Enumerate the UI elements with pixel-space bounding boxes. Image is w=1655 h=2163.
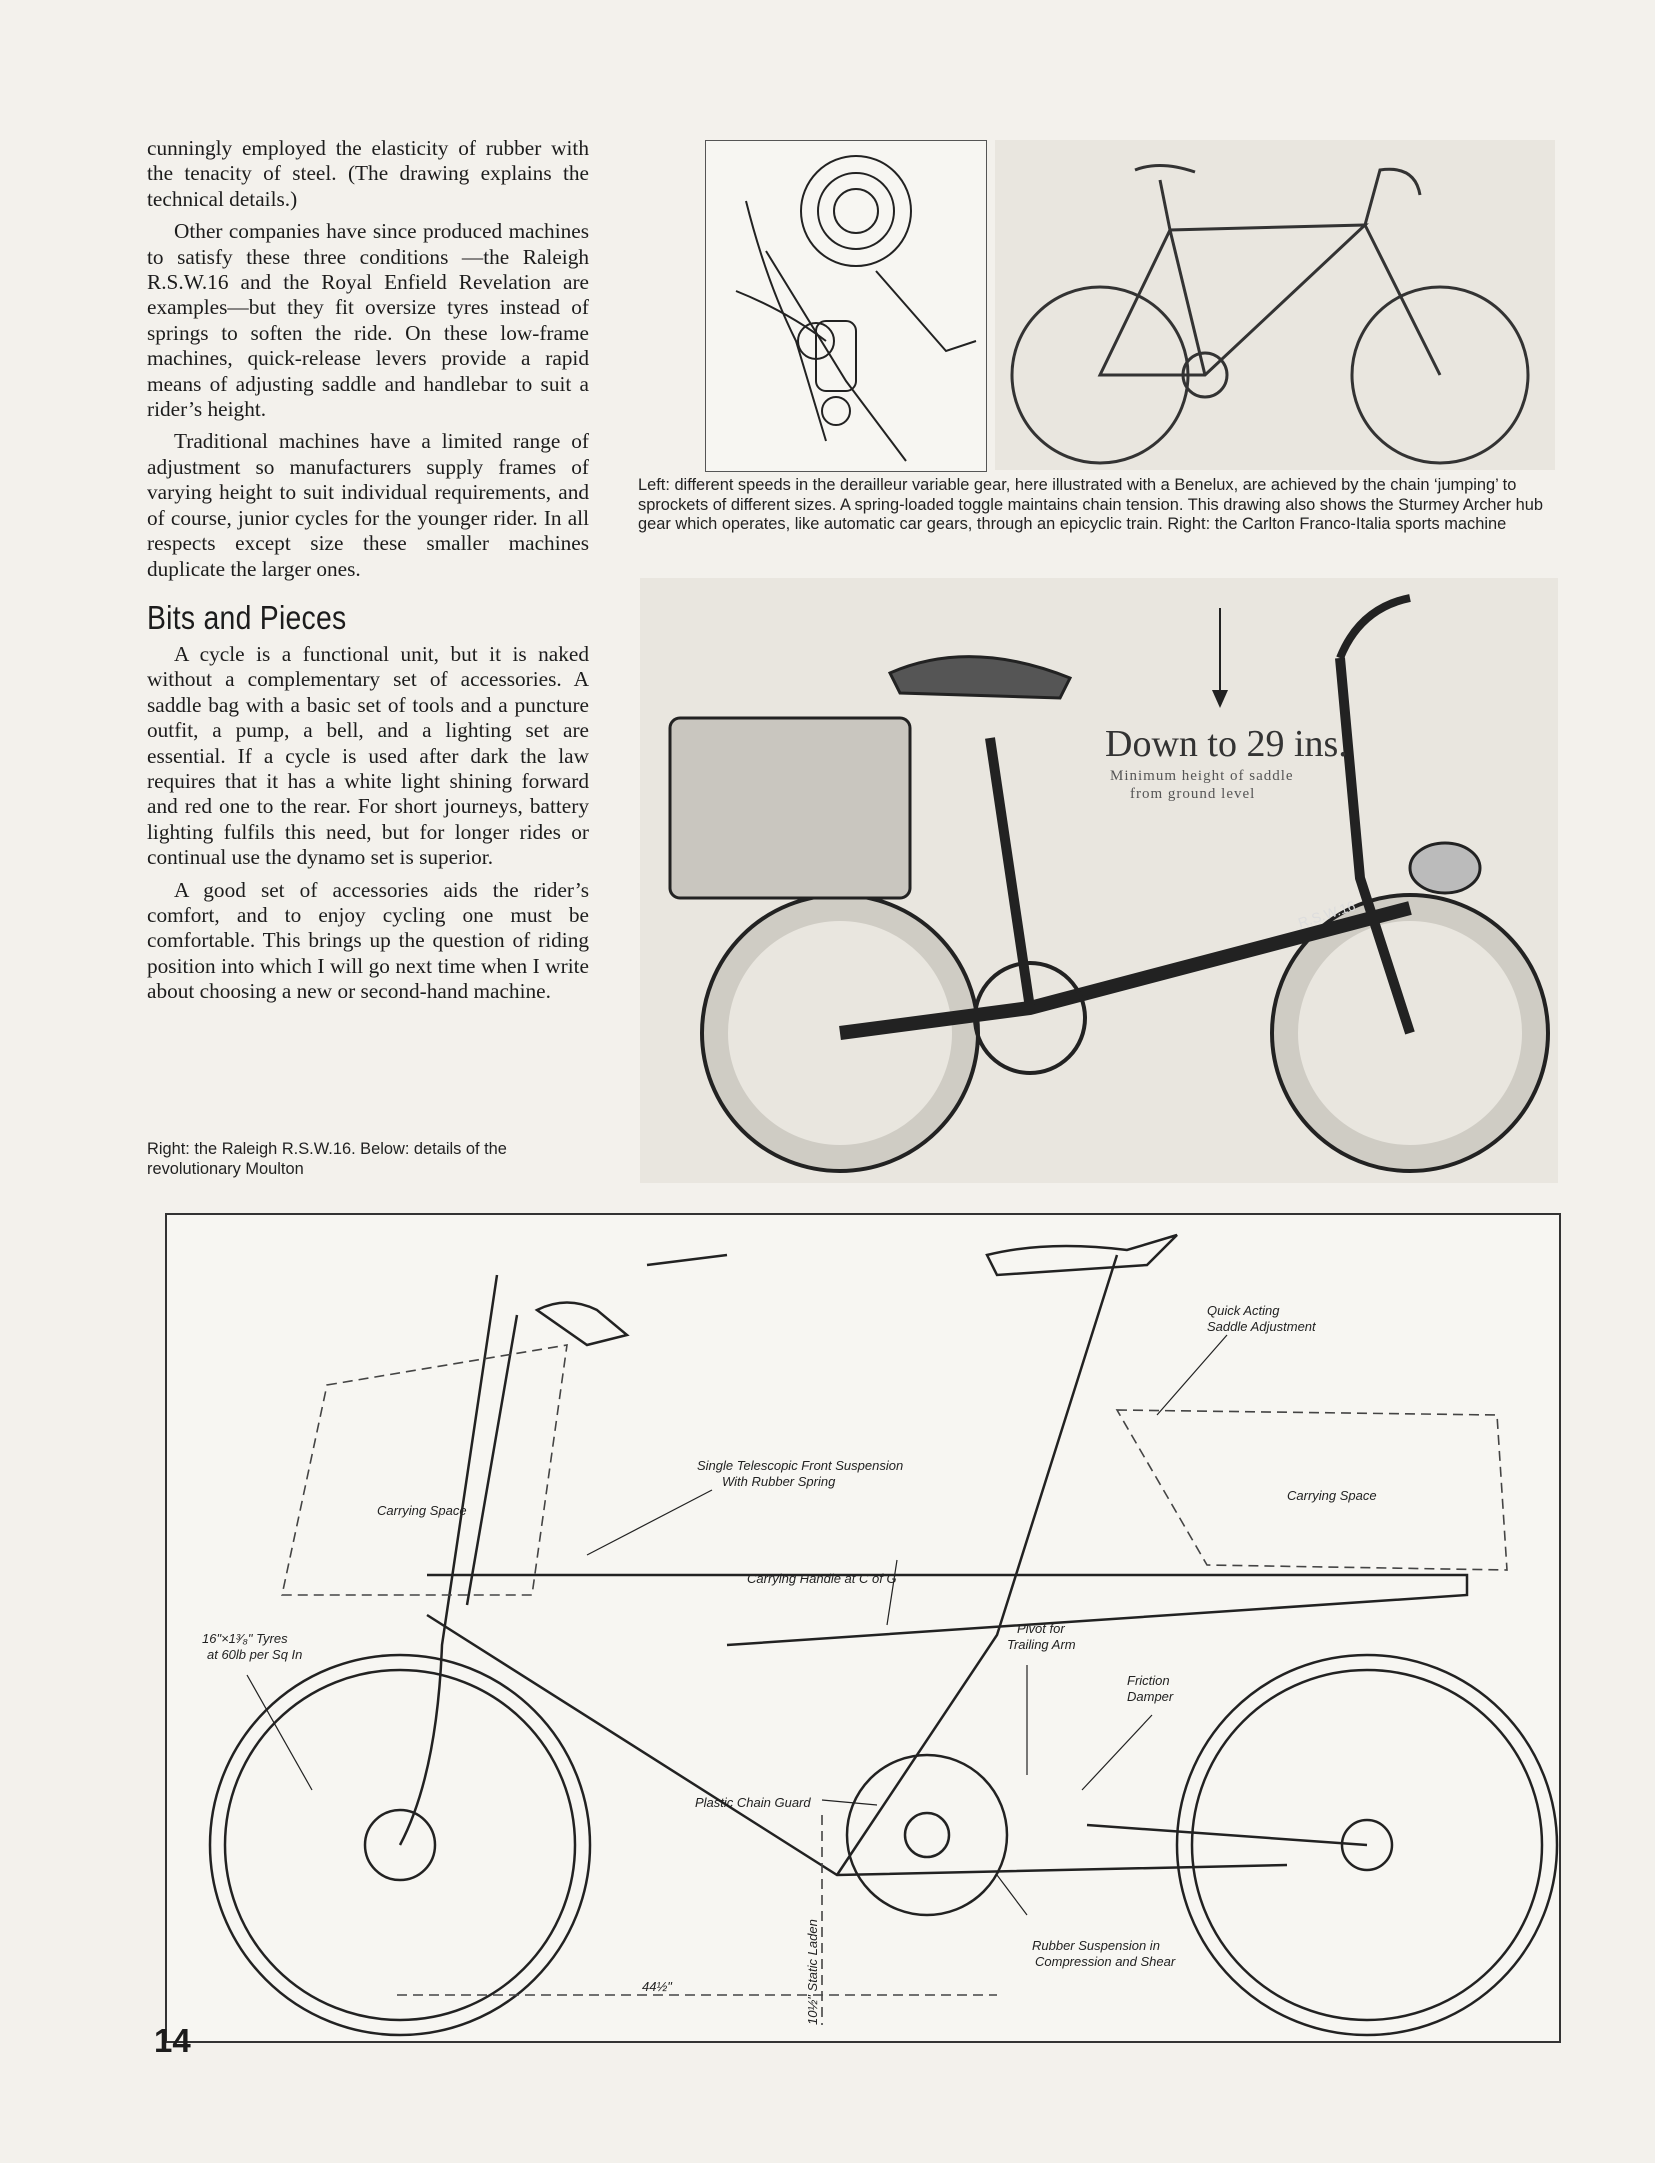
label-quick-acting: Quick Acting: [1207, 1303, 1280, 1318]
label-wheelbase: 44½": [642, 1979, 672, 1994]
moulton-technical-drawing: [167, 1215, 1559, 2041]
label-carrying-space-right: Carrying Space: [1287, 1488, 1377, 1503]
derailleur-illustration: [706, 141, 986, 471]
label-rubber-suspension: Rubber Suspension in: [1032, 1938, 1160, 1953]
article-paragraph-1: cunningly employed the elasticity of rubber with the tenacity of steel. (The drawing explains the technical details.): [147, 136, 589, 211]
derailleur-drawing: [705, 140, 987, 472]
article-paragraph-2: Other companies have since produced machines to satisfy these three conditions —the Raleigh R.S.W.16 and the Royal Enfield Revelation are examples—but they fit oversize tyres instead of springs to soften the ride. On these low-frame machines, quick-release levers provide a rapid means of adjusting saddle and handlebar to suit a rider’s height.: [147, 219, 589, 422]
caption-left: Right: the Raleigh R.S.W.16. Below: details of the revolutionary Moulton: [147, 1140, 507, 1178]
section-heading: Bits and Pieces: [147, 598, 347, 636]
label-saddle-adjustment: Saddle Adjustment: [1207, 1319, 1316, 1334]
rsw-subtitle-2: from ground level: [1130, 786, 1256, 802]
raleigh-rsw16-photo: [640, 578, 1558, 1183]
label-pivot-for: Pivot for: [1017, 1621, 1065, 1636]
caption-top: Left: different speeds in the derailleur variable gear, here illustrated with a Benelux, are achieved by the chain ‘jumping’ to sprockets of different sizes. A spring-loaded toggle maintains chain tension. This drawing also shows the Sturmey Archer hub gear which operates, like automatic car gears, through an epicyclic train. Right: the Carlton Franco-Italia sports machine: [638, 476, 1544, 534]
rsw-subtitle-1: Minimum height of saddle: [1110, 768, 1294, 784]
label-compression-shear: Compression and Shear: [1035, 1954, 1176, 1969]
article-column: [147, 136, 589, 1012]
height-arrow-icon: [1212, 690, 1228, 708]
moulton-diagram: [165, 1213, 1561, 2043]
article-paragraph-5: A good set of accessories aids the rider’s comfort, and to enjoy cycling one must be comfortable. This brings up the question of riding position into which I will go next time when I write about choosing a new or second-hand machine.: [147, 877, 589, 1004]
label-rubber-spring: With Rubber Spring: [722, 1474, 836, 1489]
rsw-headline: Down to 29 ins.: [1105, 723, 1348, 765]
label-tyre-pressure: at 60lb per Sq In: [207, 1647, 303, 1662]
label-static-laden: 10½" Static Laden: [805, 1919, 820, 2025]
article-paragraph-3: Traditional machines have a limited range of adjustment so manufacturers supply frames of varying height to suit individual requirements, and of course, junior cycles for the younger rider. In all respects except size these smaller machines duplicate the larger ones.: [147, 429, 589, 581]
rsw16-bike-image: [640, 578, 1558, 1183]
label-tyres: 16"×1³⁄₈" Tyres: [202, 1631, 288, 1646]
label-carrying-handle: Carrying Handle at C of G: [747, 1571, 897, 1586]
label-plastic-chain-guard: Plastic Chain Guard: [695, 1795, 811, 1810]
article-paragraph-4: A cycle is a functional unit, but it is naked without a complementary set of accessories. A saddle bag with a basic set of tools and a puncture outfit, a pump, a bell, and a lighting set are essential. If a cycle is used after dark the law requires that it has a white light shining forward and red one to the rear. For short journeys, battery lighting fulfils this need, but for longer rides or continual use the dynamo set is superior.: [147, 641, 589, 870]
frame-decal: R.S.W.16: [1295, 897, 1358, 931]
label-friction: Friction: [1127, 1673, 1170, 1688]
label-single-telescopic: Single Telescopic Front Suspension: [697, 1458, 904, 1473]
page-number: 14: [154, 2022, 191, 2059]
label-carrying-space-left: Carrying Space: [377, 1503, 467, 1518]
carlton-bike-photo: [995, 140, 1555, 470]
label-damper: Damper: [1127, 1689, 1174, 1704]
label-trailing-arm: Trailing Arm: [1007, 1637, 1076, 1652]
sports-bike-image: [995, 140, 1555, 470]
